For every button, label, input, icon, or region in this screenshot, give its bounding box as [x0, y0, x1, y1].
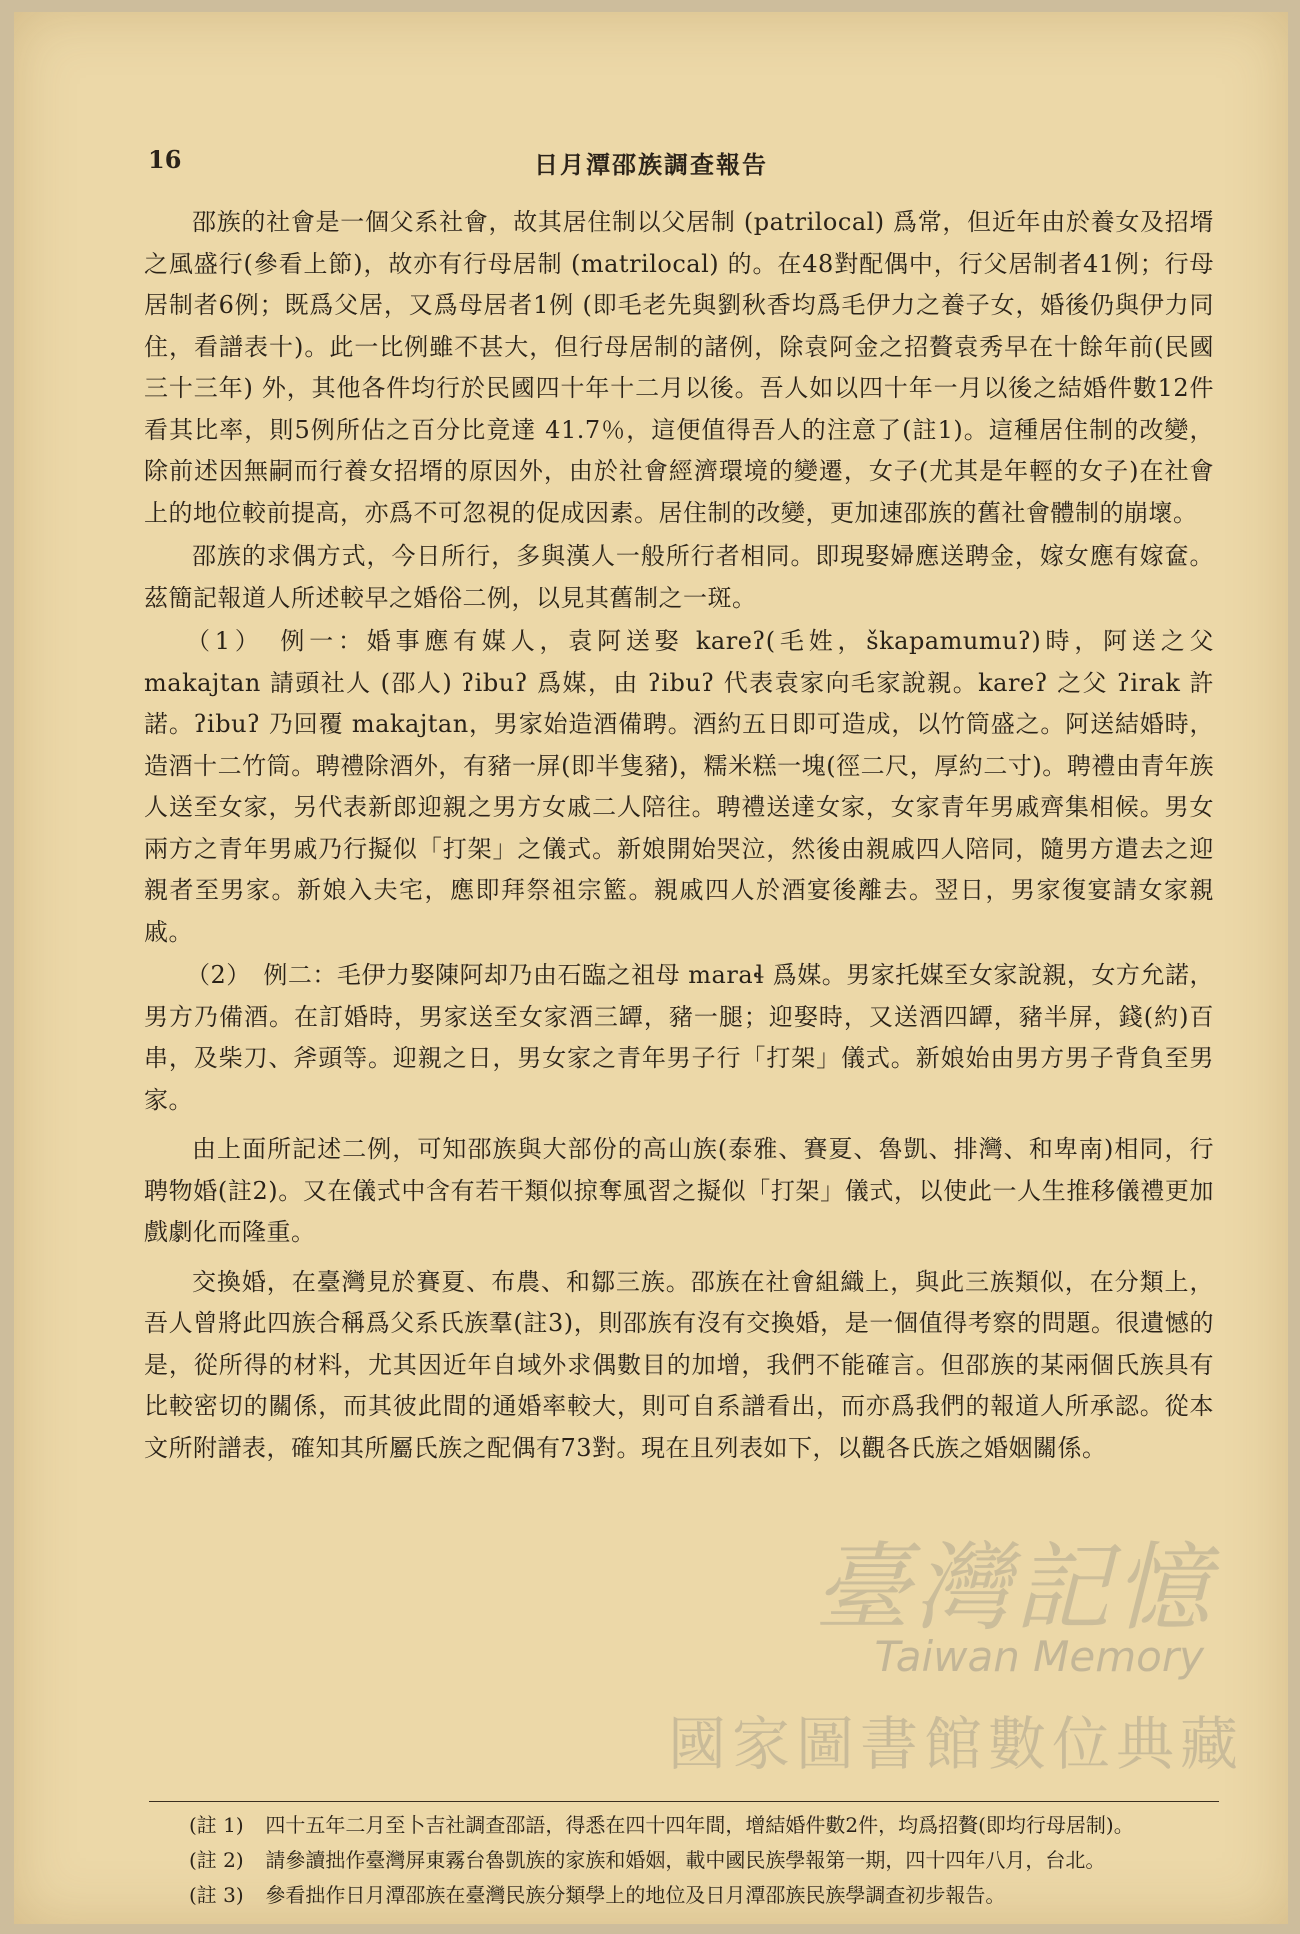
page-number: 16: [148, 145, 182, 174]
running-title: 日月潭邵族調查報告: [534, 150, 768, 179]
paragraph-exchange-marriage: 交換婚，在臺灣見於賽夏、布農、和鄒三族。邵族在社會組織上，與此三族類似，在分類上，吾人曾將此四族合稱爲父系氏族羣(註3)，則邵族有沒有交換婚，是一個值得考察的問題。很遺憾的是，從所得的材料，尤其因近年自域外求偶數目的加增，我們不能確言。但邵族的某兩個氏族具有比較密切的關係，而其彼此間的通婚率較大，則可自系譜看出，而亦爲我們的報道人所承認。從本文所附譜表，確知其所屬氏族之配偶有73對。現在且列表如下，以觀各氏族之婚姻關係。: [144, 1267, 1214, 1462]
footnote-text: 請參讀拙作臺灣屏東霧台魯凱族的家族和婚姻，載中國民族學報第一期，四十四年八月，台北。: [265, 1848, 1106, 1872]
footnote-label: (註 3): [189, 1883, 244, 1907]
watermark-library: 國家圖書館數位典藏: [667, 1710, 1244, 1778]
paragraph-bride-price: 由上面所記述二例，可知邵族與大部份的高山族(泰雅、賽夏、魯凱、排灣、和卑南)相同，行聘物婚(註2)。又在儀式中含有若干類似掠奪風習之擬似「打架」儀式，以使此一人生推移儀禮更加戲劇化而隆重。: [144, 1135, 1214, 1246]
footnote-2: [189, 1843, 1219, 1878]
document-page: [14, 12, 1288, 1924]
watermark-english: Taiwan Memory: [874, 1632, 1204, 1681]
footnotes: [189, 1808, 1219, 1913]
footnote-label: (註 2): [189, 1848, 244, 1872]
paragraph-courtship: 邵族的求偶方式，今日所行，多與漢人一般所行者相同。即現娶婦應送聘金，嫁女應有嫁奩。茲簡記報道人所述較早之婚俗二例，以見其舊制之一斑。: [144, 542, 1214, 612]
footnote-label: (註 1): [189, 1813, 244, 1837]
paragraph-example-1: （1） 例一：婚事應有媒人，袁阿送娶 kareʔ(毛姓，škapamumuʔ)時，阿送之父 makajtan 請頭社人 (邵人) ʔibuʔ 爲媒，由 ʔibuʔ 代表袁家向毛家說親。kareʔ 之父 ʔirak 許諾。ʔibuʔ 乃回覆 makajtan，男家始造酒備聘。酒約五日即可造成，以竹筒盛之。阿送結婚時，造酒十二竹筒。聘禮除酒外，有豬一屏(即半隻豬)，糯米糕一塊(徑二尺，厚約二寸)。聘禮由青年族人送至女家，另代表新郎迎親之男方女戚二人陪往。聘禮送達女家，女家青年男戚齊集相候。男女兩方之青年男戚乃行擬似「打架」之儀式。新娘開始哭泣，然後由親戚四人陪同，隨男方遣去之迎親者至男家。新娘入夫宅，應即拜祭祖宗籃。親戚四人於酒宴後離去。翌日，男家復宴請女家親戚。: [144, 627, 1214, 946]
paragraph-residence: 邵族的社會是一個父系社會，故其居住制以父居制 (patrilocal) 爲常，但近年由於養女及招壻之風盛行(參看上節)，故亦有行母居制 (matrilocal) 的。在48對配偶中，行父居制者41例；行母居制者6例；既爲父居，又爲母居者1例 (即毛老先與劉秋香均爲毛伊力之養子女，婚後仍與伊力同住，看譜表十)。此一比例雖不甚大，但行母居制的諸例，除袁阿金之招贅袁秀早在十餘年前(民國三十三年) 外，其他各件均行於民國四十年十二月以後。吾人如以四十年一月以後之結婚件數12件看其比率，則5例所佔之百分比竟達 41.7％，這便值得吾人的注意了(註1)。這種居住制的改變，除前述因無嗣而行養女招壻的原因外，由於社會經濟環境的變遷，女子(尤其是年輕的女子)在社會上的地位較前提高，亦爲不可忽視的促成因素。居住制的改變，更加速邵族的舊社會體制的崩壞。: [144, 208, 1214, 527]
page-header: [14, 145, 1288, 185]
footnote-text: 參看拙作日月潭邵族在臺灣民族分類學上的地位及日月潭邵族民族學調查初步報告。: [265, 1883, 1006, 1907]
watermark-chinese: 臺灣記憶: [814, 1532, 1214, 1644]
paragraph-example-2: （2） 例二：毛伊力娶陳阿却乃由石臨之祖母 maraɬ 爲媒。男家托媒至女家說親，女方允諾，男方乃備酒。在訂婚時，男家送至女家酒三罈，豬一腿；迎娶時，又送酒四罈，豬半屏，錢(約)百串，及柴刀、斧頭等。迎親之日，男女家之青年男子行「打架」儀式。新娘始由男方男子背負至男家。: [144, 961, 1214, 1114]
footnote-divider: [149, 1801, 1219, 1802]
body-text: [144, 202, 1214, 1471]
footnote-3: [189, 1878, 1219, 1913]
footnote-1: [189, 1808, 1219, 1843]
footnote-text: 四十五年二月至卜吉社調查邵語，得悉在四十四年間，增結婚件數2件，均爲招贅(即均行母居制)。: [265, 1813, 1134, 1837]
